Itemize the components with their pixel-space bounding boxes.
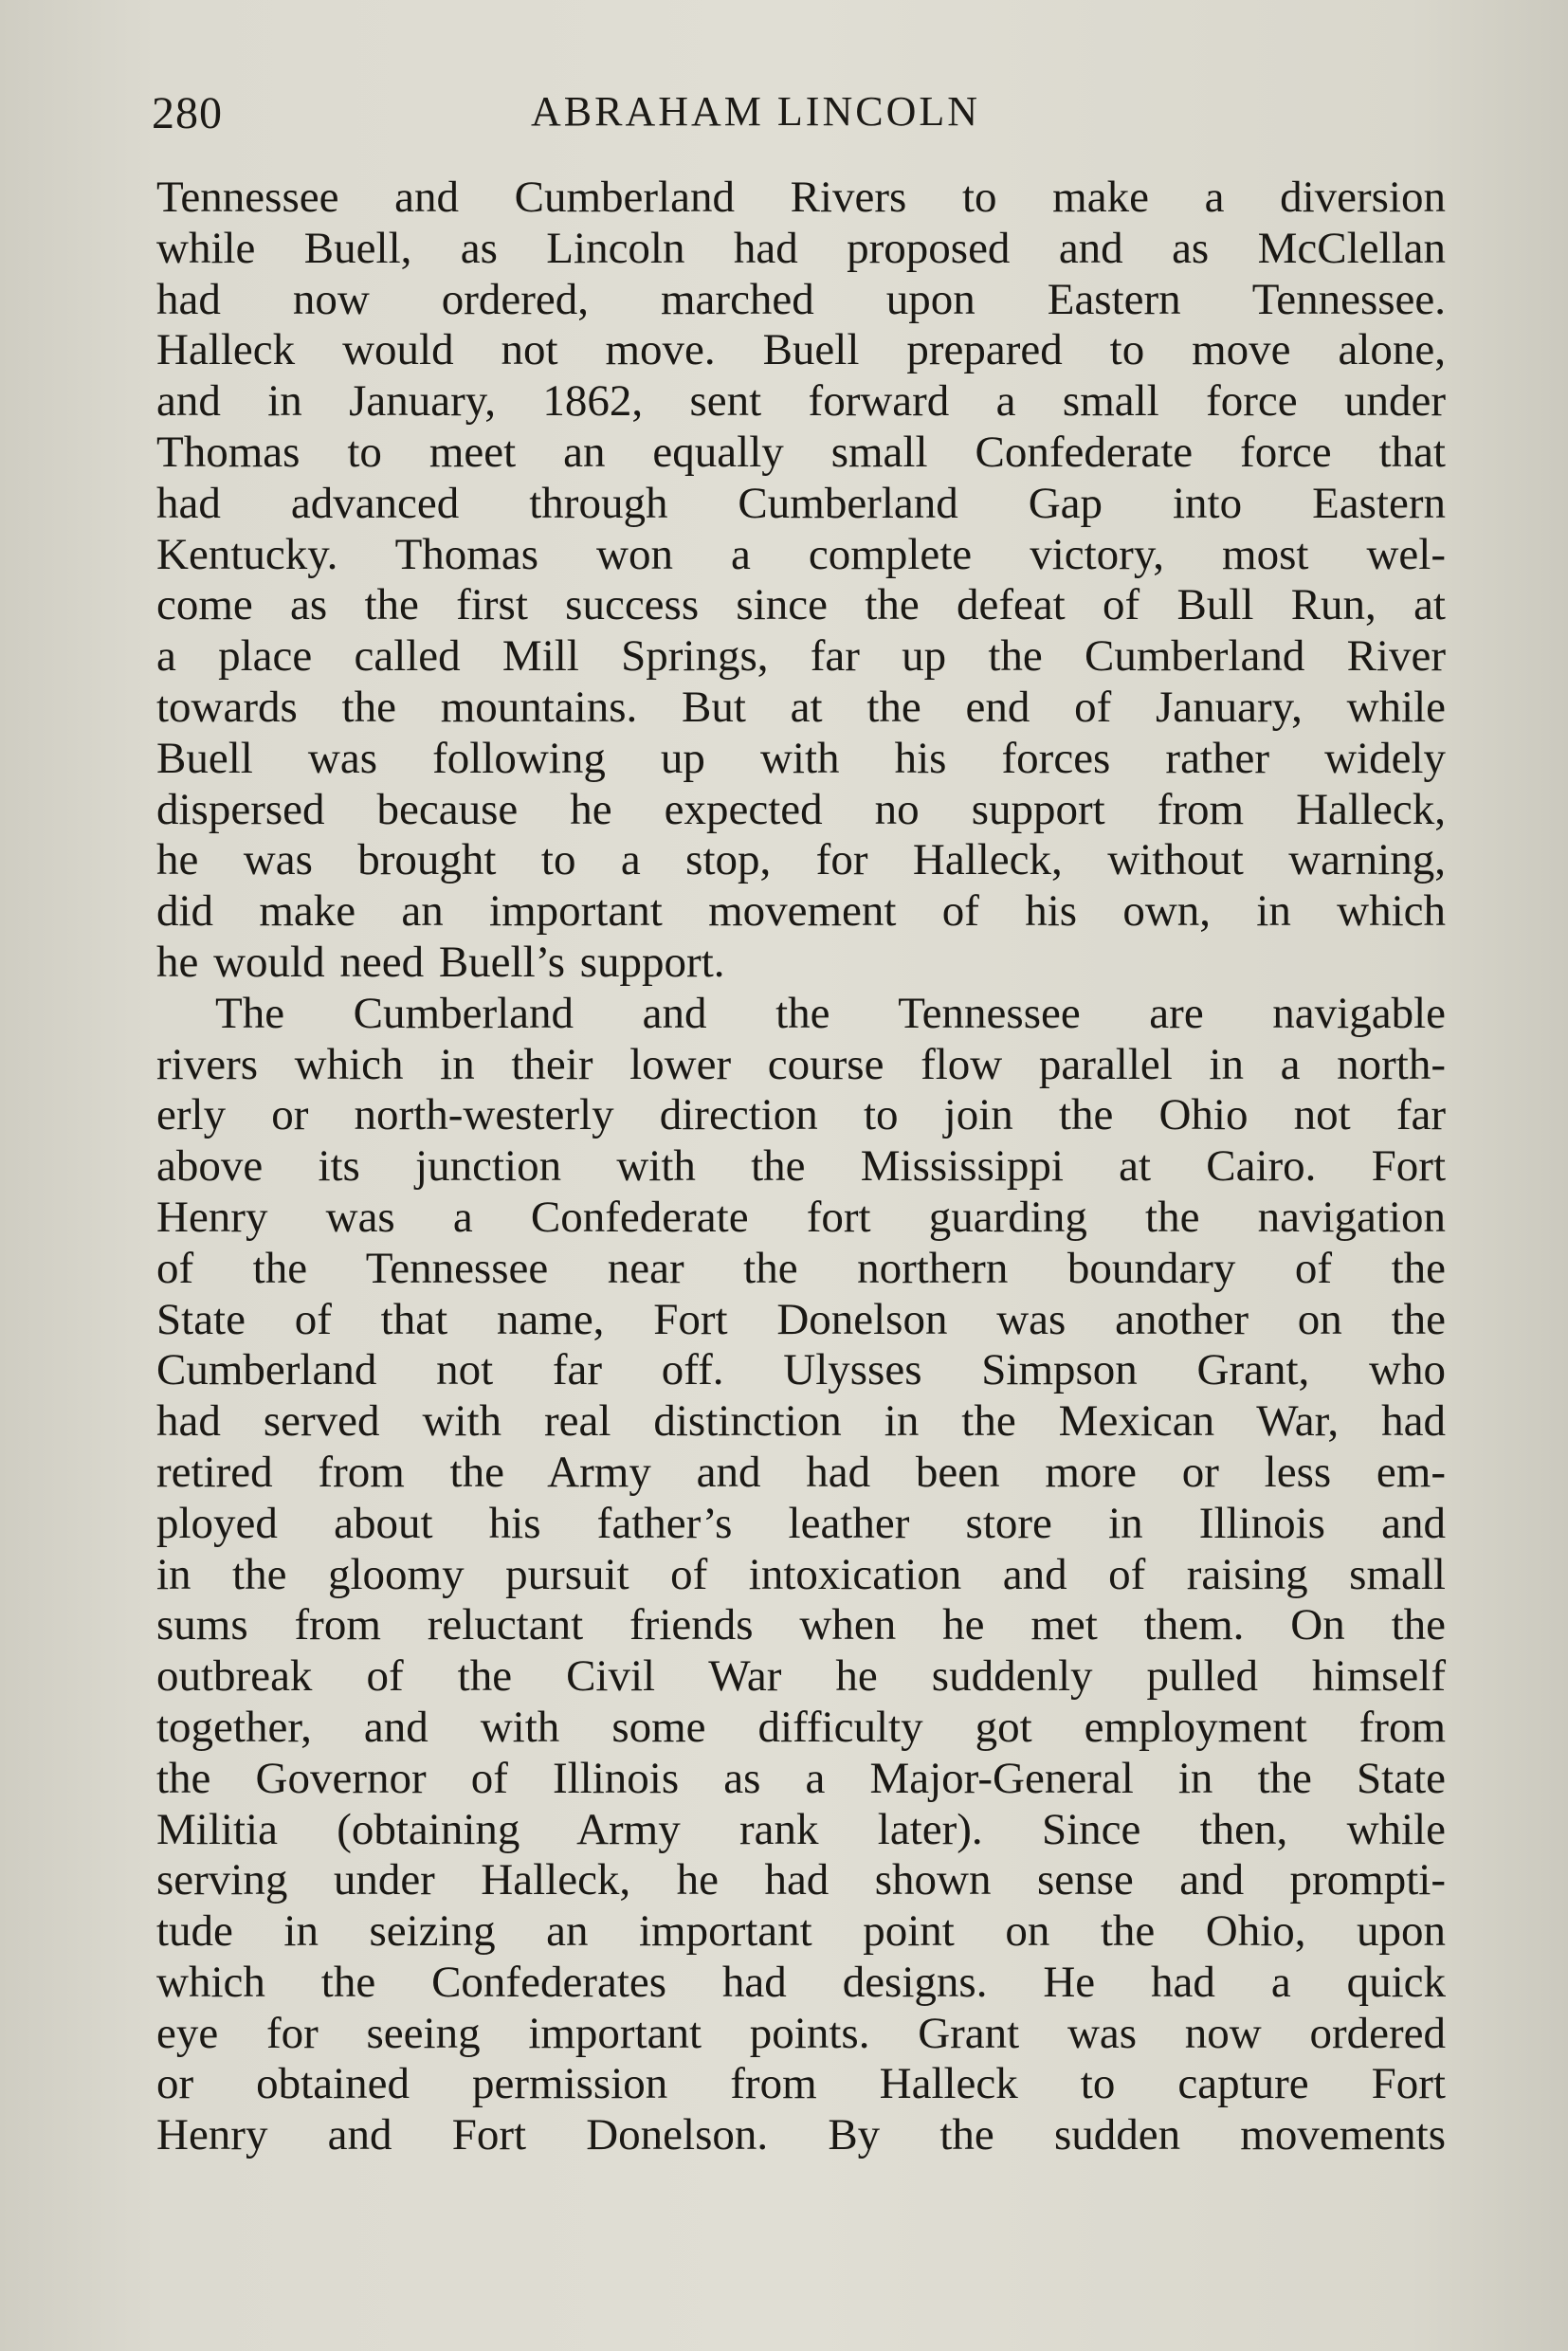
text-line: did make an important movement of his own, in which [156,886,1446,937]
text-line-paragraph-end: he would need Buell’s support. [156,937,725,987]
text-line: ployed about his father’s leather store in Illinois and [156,1498,1446,1548]
text-line: a place called Mill Springs, far up the Cumberland River [156,631,1446,682]
body-text [156,173,1446,2161]
text-line: towards the mountains. But at the end of January, while [156,682,1446,732]
text-line: which the Confederates had designs. He had a quick [156,1957,1446,2007]
text-line: outbreak of the Civil War he suddenly pulled himself [156,1651,1446,1702]
text-line: rivers which in their lower course flow parallel in a north- [156,1039,1446,1089]
text-line: Tennessee and Cumberland Rivers to make a diversion [156,173,1446,222]
text-line: while Buell, as Lincoln had proposed and as McClellan [156,223,1446,273]
text-line: in the gloomy pursuit of intoxication and of raising small [156,1549,1446,1599]
running-title: ABRAHAM LINCOLN [531,88,980,135]
text-line: Henry and Fort Donelson. By the sudden movements [156,2110,1446,2160]
text-line-paragraph-start: The Cumberland and the Tennessee are navigable [215,988,1446,1038]
text-line: dispersed because he expected no support from Halleck, [156,784,1446,834]
text-line: sums from reluctant friends when he met them. On the [156,1600,1446,1650]
text-line: retired from the Army and had been more or less em- [156,1447,1446,1497]
text-line: Militia (obtaining Army rank later). Since then, while [156,1804,1446,1854]
text-line: had advanced through Cumberland Gap into Eastern [156,478,1446,528]
text-line: Buell was following up with his forces rather widely [156,733,1446,783]
text-line: Cumberland not far off. Ulysses Simpson Grant, who [156,1345,1446,1395]
text-line: Thomas to meet an equally small Confederate force that [156,427,1446,477]
text-line: the Governor of Illinois as a Major-General in the State [156,1753,1446,1803]
text-line: eye for seeing important points. Grant was now ordered [156,2008,1446,2058]
text-line: of the Tennessee near the northern boundary of the [156,1243,1446,1293]
text-line: Halleck would not move. Buell prepared to move alone, [156,325,1446,375]
text-line: Henry was a Confederate fort guarding the navigation [156,1192,1446,1242]
text-line: or obtained permission from Halleck to capture Fort [156,2059,1446,2109]
text-line: tude in seizing an important point on the Ohio, upon [156,1906,1446,1957]
text-line: come as the first success since the defeat of Bull Run, at [156,580,1446,630]
text-line: serving under Halleck, he had shown sense and prompti- [156,1855,1446,1905]
text-line: erly or north-westerly direction to join the Ohio not far [156,1090,1446,1140]
text-line: State of that name, Fort Donelson was another on the [156,1294,1446,1344]
text-line: above its junction with the Mississippi at Cairo. Fort [156,1141,1446,1192]
text-line: Kentucky. Thomas won a complete victory, most wel- [156,529,1446,579]
text-line: had now ordered, marched upon Eastern Tennessee. [156,274,1446,324]
page-number: 280 [152,88,223,138]
text-line: he was brought to a stop, for Halleck, without warning, [156,835,1446,885]
text-line: and in January, 1862, sent forward a small force under [156,376,1446,427]
text-line: had served with real distinction in the Mexican War, had [156,1396,1446,1447]
text-line: together, and with some difficulty got employment from [156,1702,1446,1752]
